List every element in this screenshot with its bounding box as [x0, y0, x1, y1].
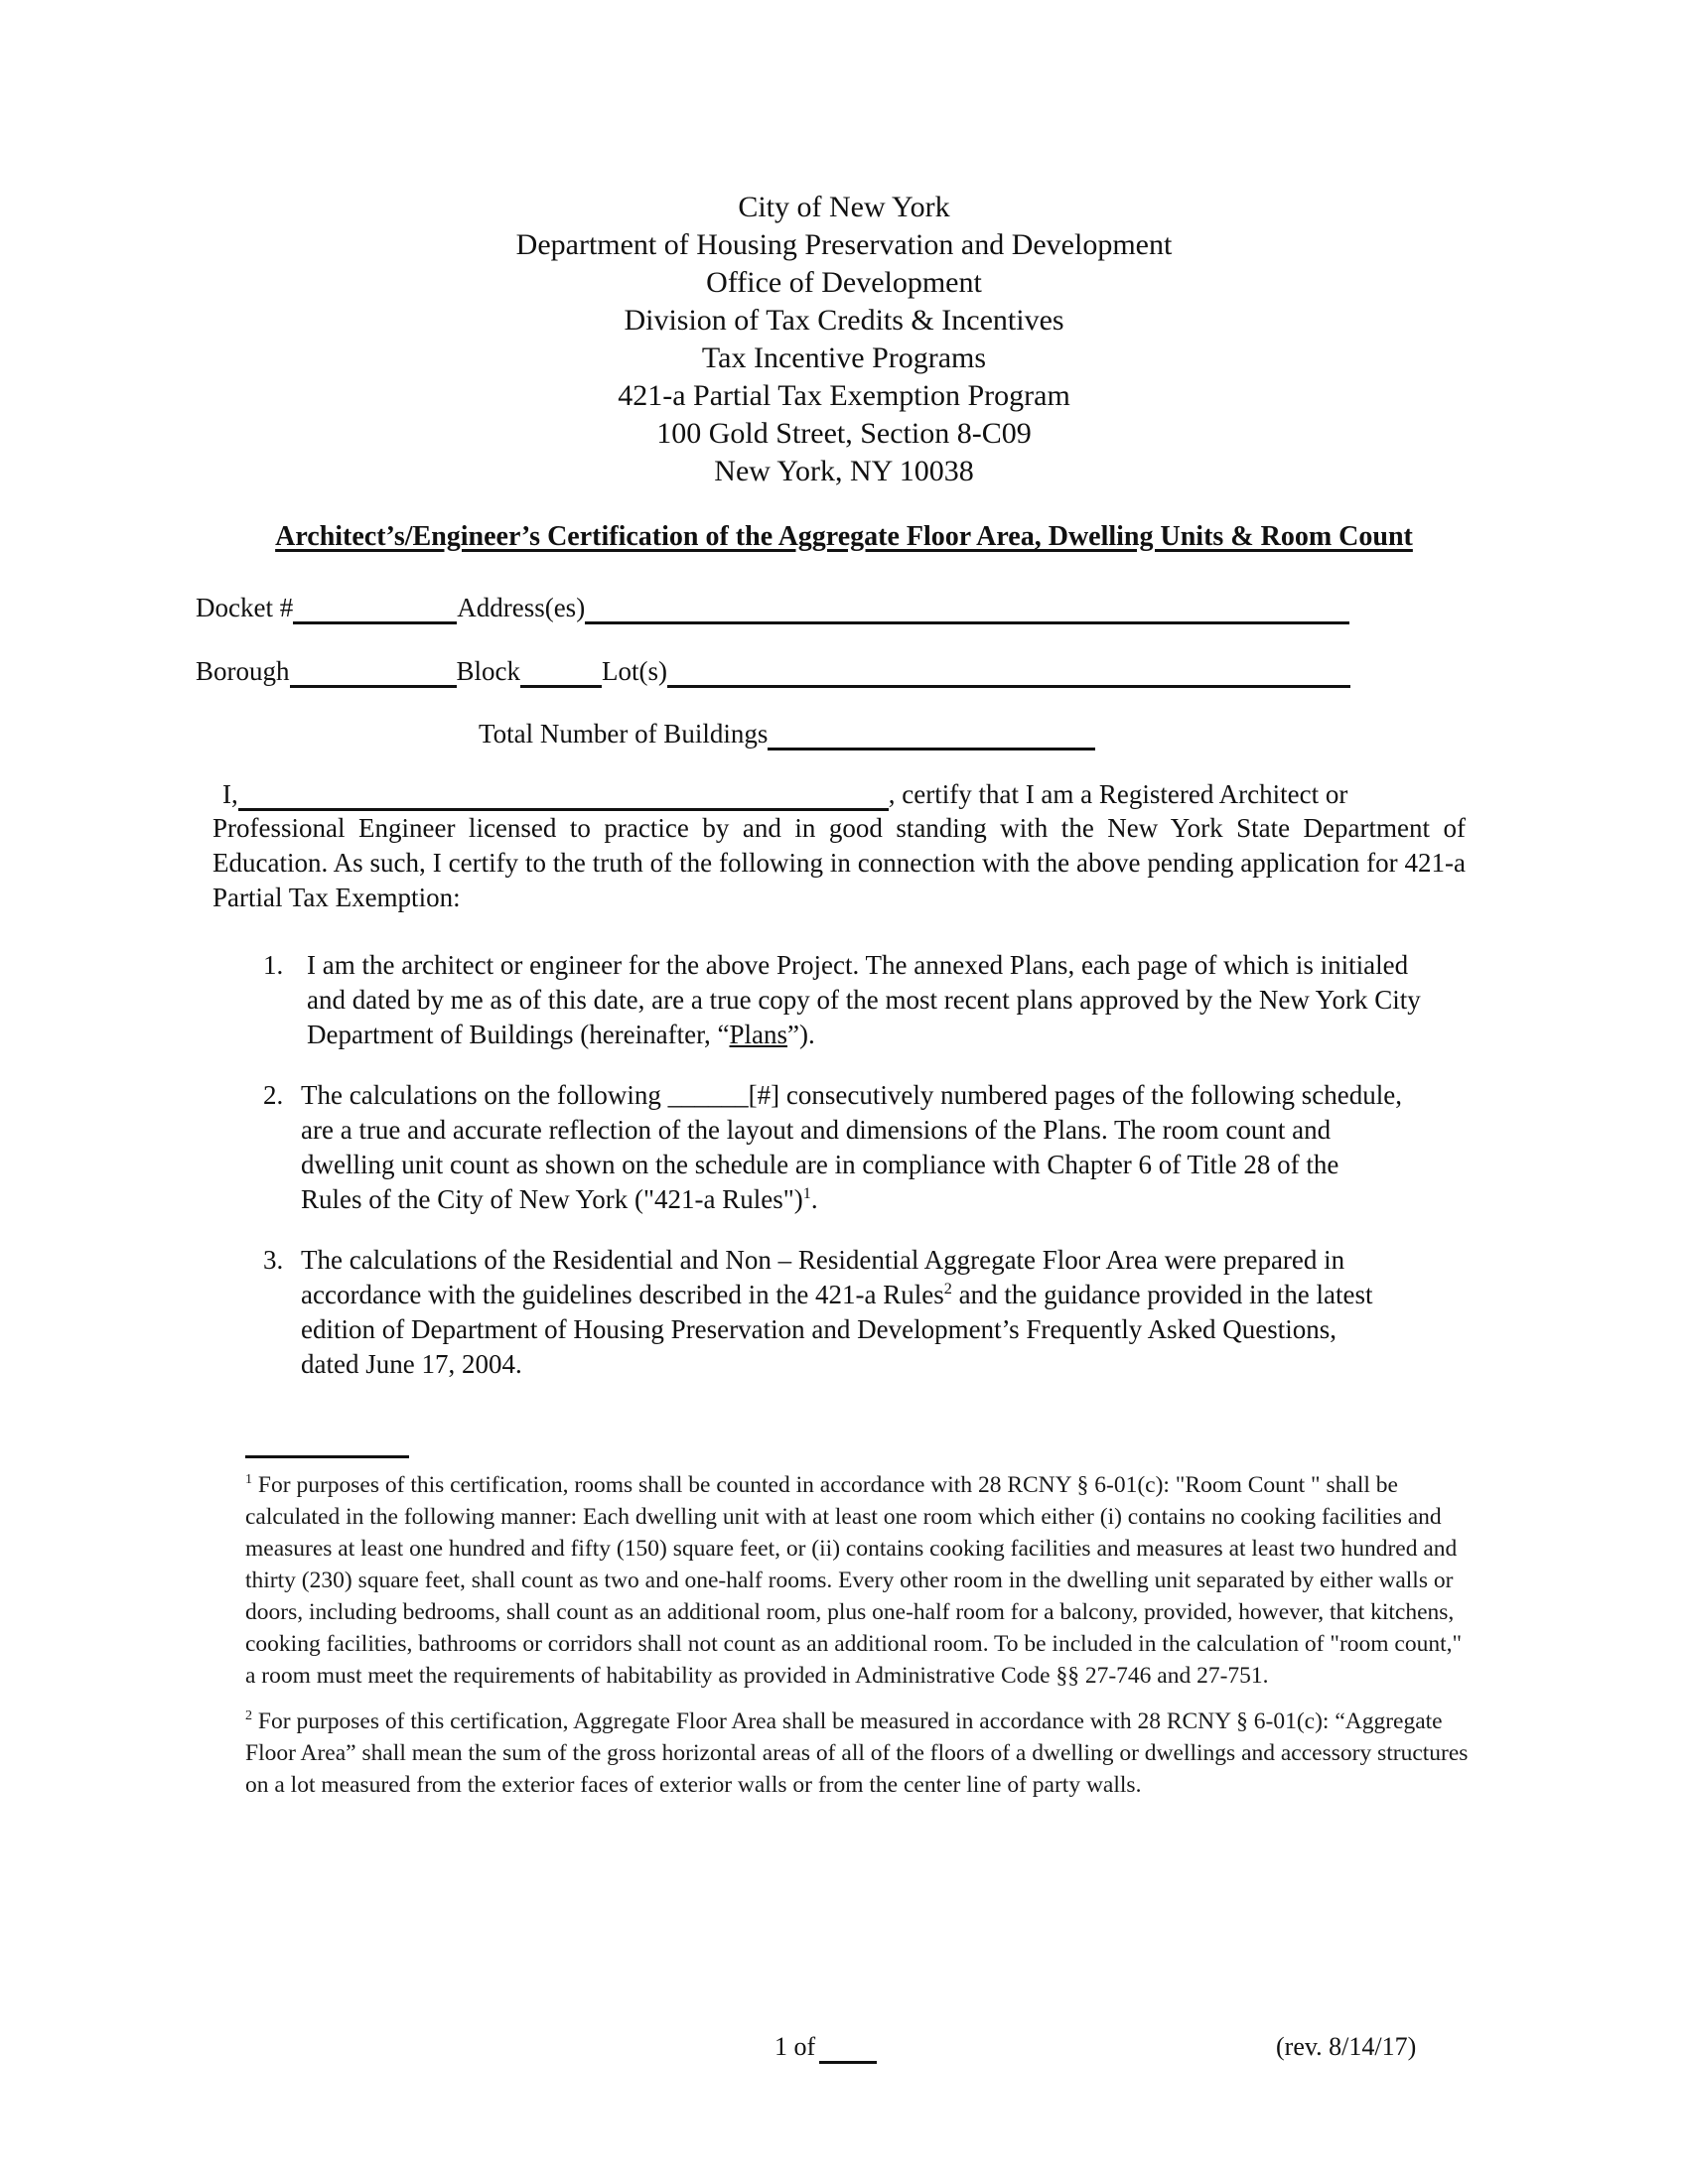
revision-date: (rev. 8/14/17): [1276, 2032, 1417, 2061]
header-line-department: Department of Housing Preservation and Development: [515, 228, 1173, 261]
footnotes: [245, 1469, 1477, 1801]
certification-first-line: [212, 777, 1466, 811]
list-item-1: [263, 948, 1465, 1052]
header-line-program-name: 421-a Partial Tax Exemption Program: [618, 379, 1070, 412]
certification-paragraph: [212, 777, 1466, 915]
docket-label: Docket #: [196, 593, 294, 622]
borough-label: Borough: [196, 656, 290, 686]
footnote-ref-1[interactable]: 1: [802, 1184, 811, 1202]
certifier-name-field[interactable]: [238, 782, 889, 811]
borough-field[interactable]: [290, 659, 457, 688]
header-line-programs: Tax Incentive Programs: [701, 341, 987, 374]
header-line-street: 100 Gold Street, Section 8-C09: [656, 417, 1032, 450]
footnote-ref-2[interactable]: 2: [943, 1280, 952, 1297]
item-text: The calculations of the Residential and Non – Residential Aggregate Floor Area were prepared in accordance with the guidelines described in the 421-a Rules: [301, 1245, 1345, 1309]
page-number: [774, 2030, 877, 2064]
header-line-office: Office of Development: [706, 266, 982, 299]
numbered-list: [263, 948, 1465, 1382]
list-number: 2.: [263, 1080, 284, 1110]
item-text: The calculations on the following: [301, 1080, 668, 1110]
certification-line1-suffix: , certify that I am a Registered Architect or: [888, 779, 1348, 809]
total-buildings-row: [479, 717, 1095, 751]
certification-prefix: I,: [222, 779, 238, 809]
address-label: Address(es): [457, 593, 586, 622]
item-text-mid: [#] consecutively numbered pages of the following schedule, are a true and accurate reflection of the layout and dimensions of the Plans. The room count and dwelling unit count as shown on the schedule are in compliance with Chapter 6 of Title 28 of the Rules of the City of New York ("421-a Rules"): [301, 1080, 1402, 1214]
footnote-separator: [245, 1455, 409, 1458]
list-item-text: [307, 948, 1465, 1052]
certification-body: Professional Engineer licensed to practice by and in good standing with the New York State Department of Education. As such, I certify to the truth of the following in connection with the above pending application for 421-a Partial Tax Exemption:: [212, 813, 1466, 912]
list-number: 1.: [263, 950, 284, 980]
total-buildings-field[interactable]: [768, 722, 1095, 751]
list-item-text: [301, 1078, 1465, 1217]
item-text-end: and the guidance provided in the latest edition of Department of Housing Preservation and Development’s Frequently Asked Questions, dated June 17, 2004.: [301, 1280, 1373, 1379]
page-total-field[interactable]: [819, 2035, 877, 2064]
plans-term: Plans: [729, 1020, 788, 1049]
lots-label: Lot(s): [602, 656, 667, 686]
page-prefix: 1 of: [774, 2032, 816, 2061]
footnote-text: For purposes of this certification, rooms shall be counted in accordance with 28 RCNY § 6-01(c): "Room Count " shall be calculated in the following manner: Each dwelling unit with at least one room which either (i) contains no cooking facilities and measures at least one hundred and fifty (150) square feet, or (ii) contains cooking facilities and measures at least two hundred and thirty (230) square feet, shall count as two and one-half rooms. Every other room in the dwelling unit separated by either walls or doors, including bedrooms, shall count as an additional room, plus one-half room for a balcony, provided, however, that kitchens, cooking facilities, bathrooms or corridors shall not count as an additional room. To be included in the calculation of "room count," a room must meet the requirements of habitability as provided in Administrative Code §§ 27-746 and 27-751.: [245, 1472, 1463, 1689]
borough-block-lot-row: [196, 654, 1350, 688]
lots-field[interactable]: [667, 659, 1350, 688]
header-line-city-zip: New York, NY 10038: [714, 455, 974, 487]
block-field[interactable]: [520, 659, 602, 688]
list-item-3: [263, 1243, 1465, 1382]
footnote-1: [245, 1469, 1477, 1692]
list-item-2: [263, 1078, 1465, 1217]
footnote-2: [245, 1706, 1477, 1801]
item-text: I am the architect or engineer for the above Project. The annexed Plans, each page of which is initialed and dated by me as of this date, are a true copy of the most recent plans approved by the New York City Department of Buildings (hereinafter, “: [307, 950, 1421, 1049]
list-item-text: [301, 1243, 1465, 1382]
block-label: Block: [456, 656, 520, 686]
list-number: 3.: [263, 1245, 284, 1275]
docket-field[interactable]: [293, 596, 457, 624]
footnote-mark: 2: [245, 1707, 253, 1724]
form-title: Architect’s/Engineer’s Certification of the Aggregate Floor Area, Dwelling Units & Room Count: [275, 521, 1413, 552]
address-field[interactable]: [585, 596, 1349, 624]
total-buildings-label: Total Number of Buildings: [479, 719, 769, 749]
agency-header: [0, 189, 1688, 490]
item-text-end: .: [810, 1184, 818, 1214]
footnote-text: For purposes of this certification, Aggregate Floor Area shall be measured in accordance with 28 RCNY § 6-01(c): “Aggregate Floor Area” shall mean the sum of the gross horizontal areas of all of the floors of a dwelling or dwellings and accessory structures on a lot measured from the exterior faces of exterior walls or from the center line of party walls.: [245, 1708, 1469, 1798]
header-line-city: City of New York: [738, 191, 950, 223]
footnote-mark: 1: [245, 1471, 253, 1488]
page-count-blank[interactable]: ______: [667, 1080, 749, 1110]
header-line-division: Division of Tax Credits & Incentives: [624, 304, 1064, 337]
item-text-end: ”).: [787, 1020, 815, 1049]
docket-address-row: [196, 591, 1349, 624]
